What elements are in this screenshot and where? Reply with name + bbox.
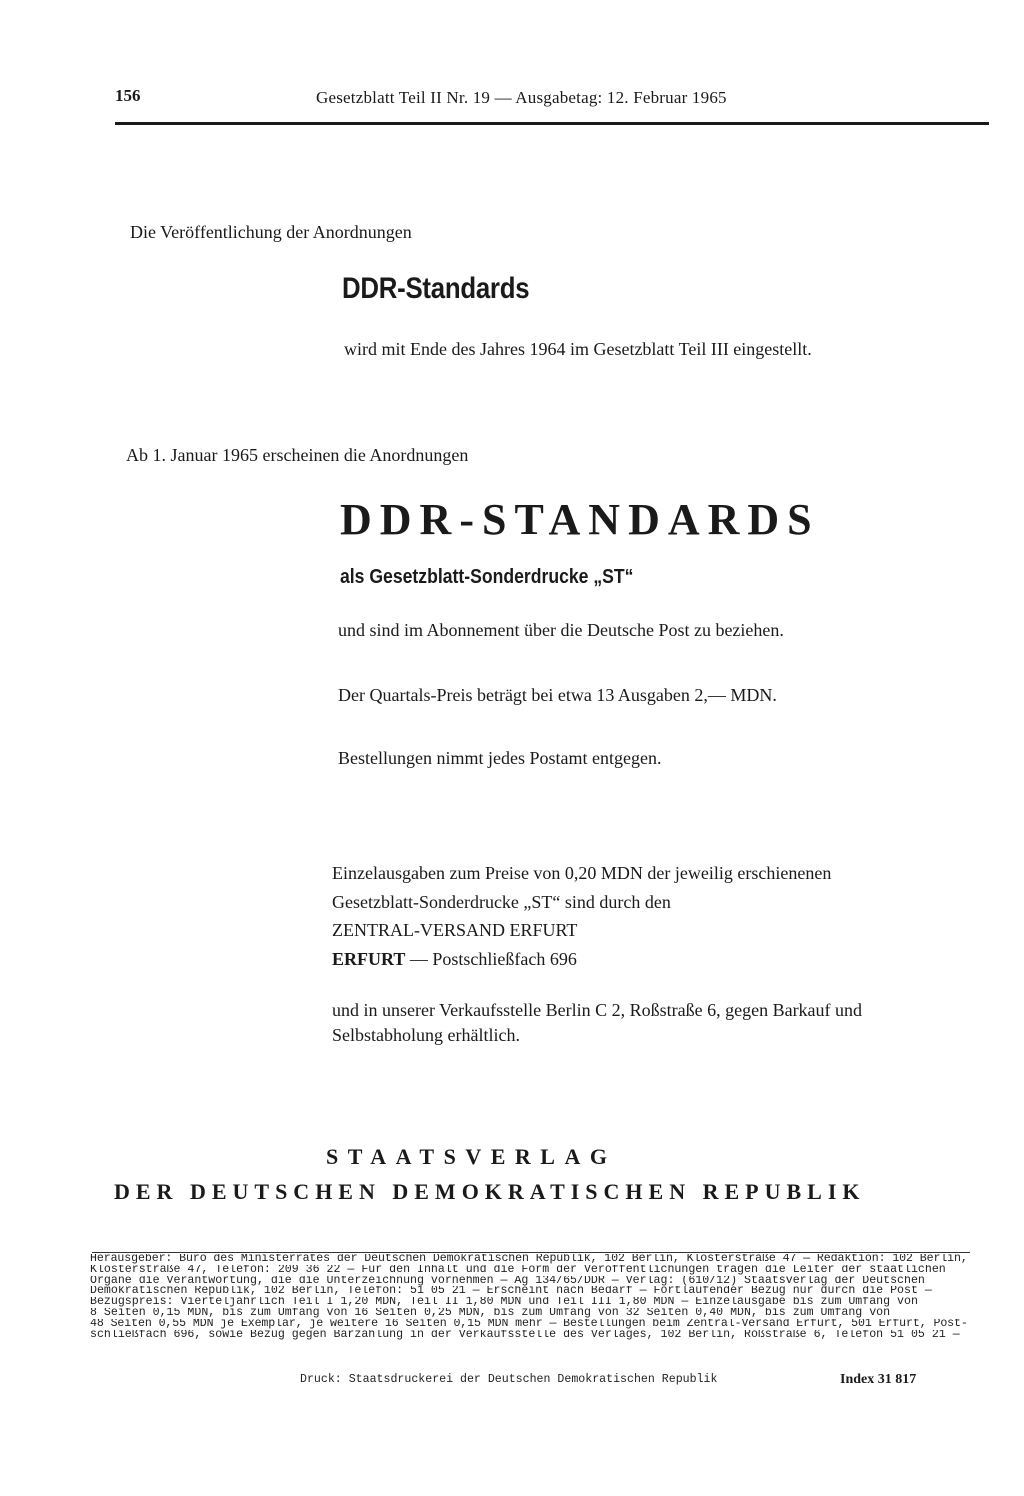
imprint-line: 8 Seiten 0,15 MDN, bis zum Umfang von 16 Seiten 0,25 MDN, bis zum Umfang von 32 Seiten 0,40 MDN, bis zum Umfang von (90, 1307, 891, 1319)
imprint-line: Herausgeber: Büro des Ministerrates der Deutschen Demokratischen Republik, 102 Berlin, Klosterstraße 47 — Redaktion: 102 Berlin, (90, 1254, 968, 1265)
imprint-line: Bezugspreis: Vierteljährlich Teil I 1,20 MDN, Teil II 1,80 MDN und Teil III 1,80 MDN — Einzelausgabe bis zum Umfang von (90, 1297, 918, 1308)
index-label: Index 31 817 (840, 1372, 917, 1387)
section3-line-2: Gesetzblatt-Sonderdrucke „ST“ sind durch den (332, 892, 671, 912)
section3-city-bold: ERFURT (332, 949, 406, 969)
imprint-line: Organe die Verantwortung, die die Unterzeichnung vornehmen — Ag 134/65/DDR — Verlag: (610/12) Staatsverlag der Deutschen (90, 1275, 925, 1287)
header-title: Gesetzblatt Teil II Nr. 19 — Ausgabetag: 12. Februar 1965 (316, 88, 727, 107)
imprint-line: Klosterstraße 47, Telefon: 209 36 22 — Für den Inhalt und die Form der Veröffentlichungen tragen die Leiter der staatlichen (90, 1264, 946, 1276)
footer-rule (92, 1252, 970, 1253)
section3-line-4 (332, 949, 577, 970)
section3-line-5: und in unserer Verkaufsstelle Berlin C 2, Roßstraße 6, gegen Barkauf und (332, 1000, 863, 1020)
section2-subscription-text: und sind im Abonnement über die Deutsche Post zu beziehen. (338, 620, 784, 640)
publisher-line-1: STAATSVERLAG (326, 1144, 617, 1169)
section2-intro: Ab 1. Januar 1965 erscheinen die Anordnungen (126, 445, 469, 465)
header-rule (115, 122, 989, 125)
section1-text: wird mit Ende des Jahres 1964 im Gesetzblatt Teil III eingestellt. (344, 339, 812, 359)
section3-line-1: Einzelausgaben zum Preise von 0,20 MDN der jeweilig erschienenen (332, 863, 832, 883)
section3-postbox: — Postschließfach 696 (405, 949, 577, 969)
imprint-line: schließfach 696, sowie Bezug gegen Barzahlung in der Verkaufsstelle des Verlages, 102 Berlin, Roßstraße 6, Telefon 51 05 21 — (90, 1329, 960, 1341)
section1-intro: Die Veröffentlichung der Anordnungen (130, 222, 412, 242)
page-number: 156 (115, 86, 141, 105)
printer-line: Druck: Staatsdruckerei der Deutschen Demokratischen Republik (300, 1373, 718, 1386)
section2-order-text: Bestellungen nimmt jedes Postamt entgegen. (338, 748, 662, 768)
imprint-block (90, 1254, 968, 1340)
imprint-line: 48 Seiten 0,55 MDN je Exemplar, je weitere 16 Seiten 0,15 MDN mehr — Bestellungen beim Zentral-Versand Erfurt, 501 Erfurt, Post- (90, 1318, 968, 1330)
section2-subheading: als Gesetzblatt-Sonderdrucke „ST“ (340, 566, 634, 588)
section1-heading: DDR-Standards (342, 272, 530, 305)
section2-heading: DDR-STANDARDS (340, 495, 820, 544)
section3-line-3: ZENTRAL-VERSAND ERFURT (332, 920, 578, 940)
section2-price-text: Der Quartals-Preis beträgt bei etwa 13 Ausgaben 2,— MDN. (338, 685, 777, 705)
section3-line-6: Selbstabholung erhältlich. (332, 1025, 520, 1045)
publisher-line-2: DER DEUTSCHEN DEMOKRATISCHEN REPUBLIK (114, 1179, 866, 1204)
imprint-line: Demokratischen Republik, 102 Berlin, Telefon: 51 05 21 — Erscheint nach Bedarf — Fortlaufender Bezug nur durch die Post — (90, 1286, 932, 1298)
